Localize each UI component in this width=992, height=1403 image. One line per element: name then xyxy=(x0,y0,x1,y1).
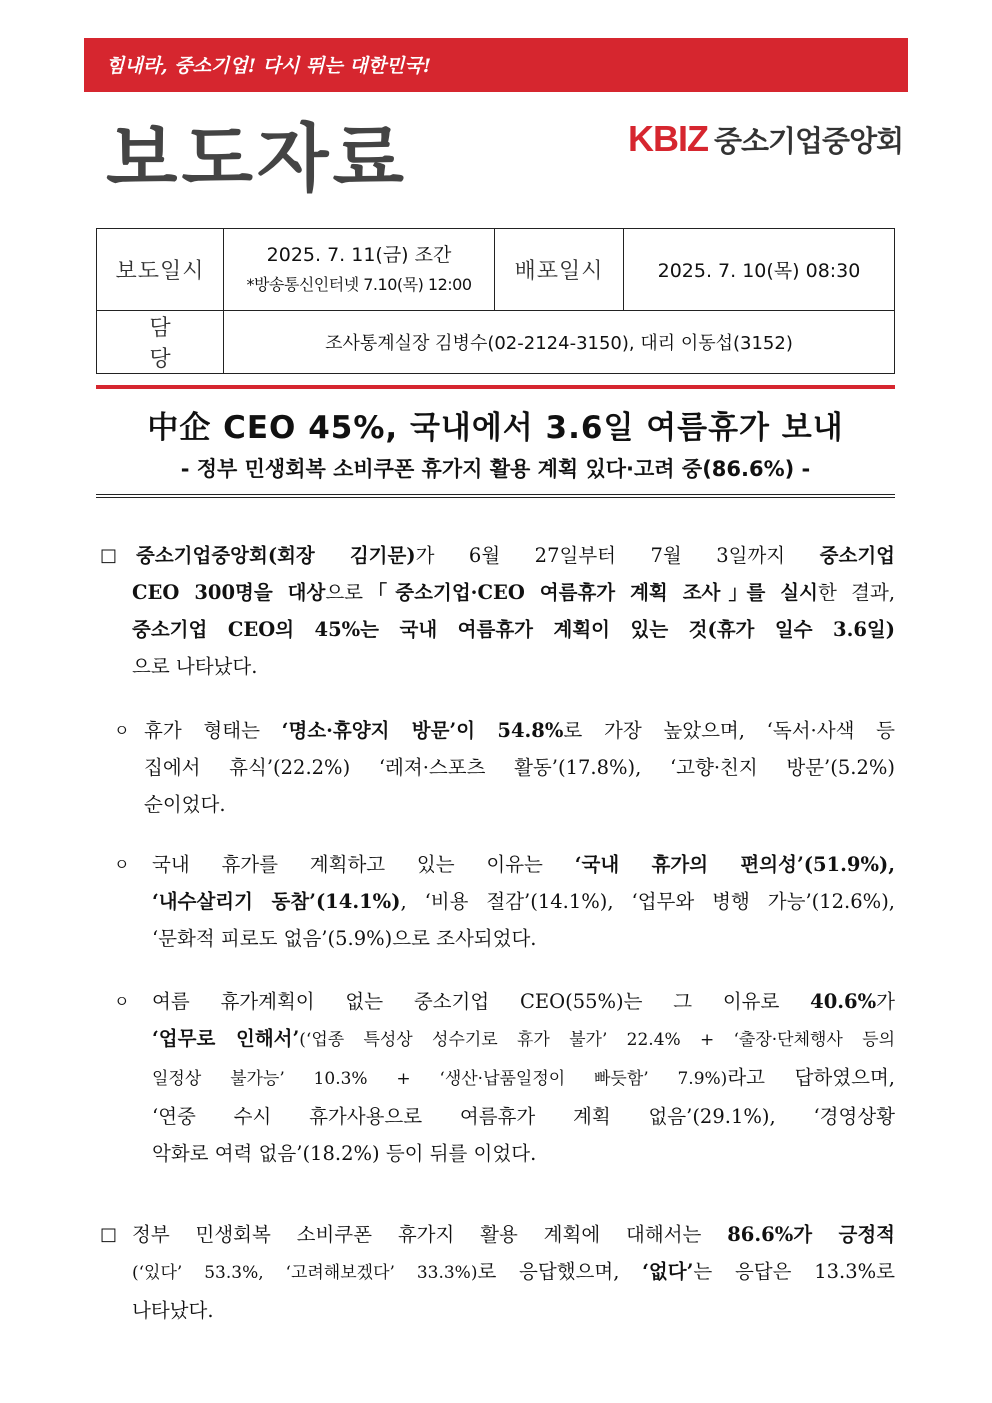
red-divider xyxy=(96,385,895,389)
bullet-2-line-3: ‘문화적 피로도 없음’(5.9%)으로 조사되었다. xyxy=(152,927,537,950)
emphasis: 중소기업중앙회(회장 김기문) xyxy=(136,544,416,567)
logo-mark: KBIZ xyxy=(628,118,708,159)
circle-bullet-icon: ㅇ xyxy=(114,855,130,874)
text: 로 응답했으며, xyxy=(477,1260,643,1283)
paragraph-1-line-3 xyxy=(132,611,895,648)
paragraph-1-line-4: 으로 나타났다. xyxy=(132,655,258,678)
text: , ‘비용 절감’(14.1%), ‘업무와 병행 가능’(12.6%), xyxy=(400,890,895,913)
bullet-3 xyxy=(114,983,895,1172)
release-date-cell xyxy=(224,229,495,311)
text: 휴가 형태는 xyxy=(144,719,282,742)
text: 여름 휴가계획이 없는 중소기업 CEO(55%)는 그 이유로 xyxy=(152,990,811,1013)
paragraph-1-line-1 xyxy=(136,537,895,574)
bullet-1 xyxy=(114,712,895,823)
headline: 中企 CEO 45%, 국내에서 3.6일 여름휴가 보내 xyxy=(147,410,844,446)
emphasis: 중소기업 CEO의 45%는 국내 여름휴가 계획이 있는 것(휴가 일수 3.6일) xyxy=(132,618,895,641)
distribution-date-value: 2025. 7. 10(목) 08:30 xyxy=(624,229,895,311)
kbiz-logo xyxy=(628,118,903,160)
logo-name: 중소기업중앙회 xyxy=(714,123,904,158)
bullet-1-line-2: 집에서 휴식’(22.2%) ‘레져·스포츠 활동’(17.8%), ‘고향·친지 방문’(5.2%) xyxy=(144,756,895,779)
paragraph-2-line-1 xyxy=(132,1216,895,1253)
circle-bullet-icon: ㅇ xyxy=(114,992,130,1011)
square-bullet-icon: □ xyxy=(100,545,118,566)
text: 로 가장 높았으며, ‘독서·사색 등 xyxy=(563,719,896,742)
release-date-line2: *방송통신인터넷 7.10(목) 12:00 xyxy=(246,274,472,294)
emphasis: ‘없다’ xyxy=(642,1260,694,1283)
emphasis: 중소기업 xyxy=(819,544,895,567)
release-date-label: 보도일시 xyxy=(97,229,224,311)
text: 가 6월 27일부터 7월 3일까지 xyxy=(415,544,820,567)
contact-label: 담당 xyxy=(97,311,224,374)
text: 라고 답하였으며, xyxy=(727,1066,895,1089)
text: 가 xyxy=(876,990,895,1013)
circle-bullet-icon: ㅇ xyxy=(114,721,130,740)
text: (‘있다’ 53.3%, ‘고려해보겠다’ 33.3%) xyxy=(132,1263,478,1283)
bullet-3-line-4: ‘연중 수시 휴가사용으로 여름휴가 계획 없음’(29.1%), ‘경영상황 xyxy=(152,1105,895,1128)
text: 국내 휴가를 계획하고 있는 이유는 xyxy=(152,853,575,876)
bullet-2-line-1 xyxy=(152,846,895,883)
emphasis: ‘국내 휴가의 편의성’(51.9%), xyxy=(574,853,895,876)
bullet-1-line-3: 순이었다. xyxy=(144,793,226,816)
bullet-2-line-2 xyxy=(152,883,895,920)
subheadline: - 정부 민생회복 소비쿠폰 휴가지 활용 계획 있다·고려 중(86.6%) - xyxy=(180,457,811,481)
emphasis: ‘내수살리기 동참’(14.1%) xyxy=(152,890,401,913)
release-date-line1: 2025. 7. 11(금) 조간 xyxy=(266,243,452,266)
emphasis: ｢중소기업·CEO 여름휴가 계획 조사｣를 실시 xyxy=(377,581,818,604)
paragraph-2-line-3: 나타났다. xyxy=(132,1299,214,1322)
text: 일정상 불가능’ 10.3% + ‘생산·납품일정이 빠듯함’ 7.9%) xyxy=(152,1069,728,1089)
release-info-table xyxy=(96,228,895,374)
emphasis: ‘명소·휴양지 방문’이 54.8% xyxy=(281,719,564,742)
emphasis: 40.6% xyxy=(810,990,877,1013)
document-type-title: 보도자료 xyxy=(106,116,408,202)
bullet-3-line-5: 악화로 여력 없음’(18.2%) 등이 뒤를 이었다. xyxy=(152,1142,537,1165)
distribution-date-label: 배포일시 xyxy=(495,229,624,311)
paragraph-2 xyxy=(100,1216,895,1329)
text: 는 응답은 13.3%로 xyxy=(693,1260,895,1283)
text: (‘업종 특성상 성수기로 휴가 불가’ 22.4% + ‘출장·단체행사 등의 xyxy=(299,1030,895,1050)
bullet-3-line-1 xyxy=(152,983,895,1020)
square-bullet-icon: □ xyxy=(100,1224,118,1245)
emphasis: CEO 300명을 대상 xyxy=(132,581,326,604)
bullet-2 xyxy=(114,846,895,957)
paragraph-1 xyxy=(100,537,895,685)
contact-value: 조사통계실장 김병수(02-2124-3150), 대리 이동섭(3152) xyxy=(224,311,895,374)
paragraph-2-line-2 xyxy=(132,1253,895,1292)
bullet-1-line-1 xyxy=(144,712,895,749)
paragraph-1-line-2 xyxy=(132,574,895,611)
emphasis: ‘업무로 인해서’ xyxy=(152,1027,300,1050)
text: 한 결과, xyxy=(817,581,896,604)
text: 정부 민생회복 소비쿠폰 휴가지 활용 계획에 대해서는 xyxy=(132,1223,728,1246)
bullet-3-line-2 xyxy=(152,1020,895,1059)
text: 으로 xyxy=(325,581,378,604)
double-divider xyxy=(96,494,895,498)
banner-slogan: 힘내라, 중소기업! 다시 뛰는 대한민국! xyxy=(106,55,432,77)
emphasis: 86.6%가 긍정적 xyxy=(727,1223,895,1246)
top-banner xyxy=(84,38,908,92)
bullet-3-line-3 xyxy=(152,1059,895,1098)
